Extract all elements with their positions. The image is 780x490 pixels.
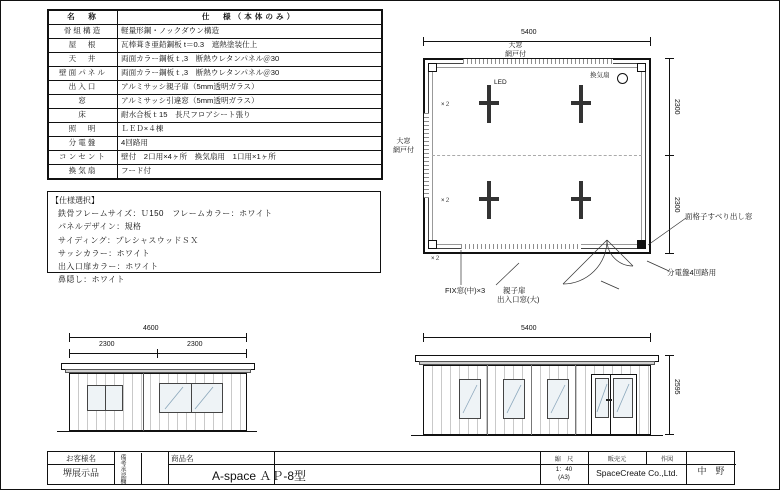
- plan-x2-a: ×２: [441, 102, 451, 108]
- plan-leaders: [401, 13, 731, 303]
- spec-row-name: 窓: [49, 95, 118, 109]
- spec-row-value: 軽量形鋼・ノックダウン構造: [118, 25, 382, 39]
- option-line: 鉄骨フレームサイズ：Ｕ150 フレームカラー：ホワイト: [58, 209, 273, 219]
- spec-row: [49, 151, 382, 165]
- spec-row-name: 壁面パネル: [49, 67, 118, 81]
- plan-x2-b: ×２: [441, 198, 451, 204]
- option-line: サイディング：プレシャスウッドＳＸ: [58, 235, 199, 245]
- options-title: 【仕様選択】: [51, 196, 99, 205]
- elev-left-sub-dim-1: 2300: [99, 341, 115, 348]
- elevation-right: [401, 319, 731, 444]
- spec-row-name: コンセント: [49, 151, 118, 165]
- spec-row: [49, 137, 382, 151]
- vendor-value: SpaceCreate Co.,Ltd.: [596, 468, 678, 478]
- option-line: 出入口扉カラー：ホワイト: [58, 262, 159, 272]
- scale-label: 縮 尺: [554, 456, 574, 463]
- spec-row-name: 床: [49, 109, 118, 123]
- plan-right-dimension-upper: 2300: [673, 99, 680, 115]
- plan-vent-label: 換気扇: [590, 72, 610, 79]
- spec-row-value: アルミサッシ親子扉（5mm透明ガラス）: [118, 81, 382, 95]
- spec-row: [49, 165, 382, 179]
- spec-header-name: 名 称: [49, 11, 118, 25]
- spec-row: [49, 81, 382, 95]
- plan-right-dimension-lower: 2300: [673, 197, 680, 213]
- scale-value: 1：40 (A3): [555, 466, 573, 481]
- plan-panel-board-label: 分電盤4回路用: [667, 268, 717, 277]
- spec-row-value: 瓦棒葺き亜鉛鋼板 t＝0.3 遮熱塗装仕上: [118, 39, 382, 53]
- plan-entrance-label: 出入口窓(大): [497, 295, 540, 304]
- customer-label: お客様名: [66, 454, 96, 463]
- spec-row-name: 天 井: [49, 53, 118, 67]
- spec-row-name: 屋 根: [49, 39, 118, 53]
- spec-row-value: 4回路用: [118, 137, 382, 151]
- elev-right-total-dim: 5400: [521, 325, 537, 332]
- spec-row-name: 骨組構造: [49, 25, 118, 39]
- options-block: [47, 191, 381, 285]
- spec-row: [49, 39, 382, 53]
- spec-row-value: ＬＥＤ×４棟: [118, 123, 382, 137]
- spec-row-name: 換気扇: [49, 165, 118, 179]
- spec-table: [47, 9, 383, 180]
- elev-left-sub-dim-2: 2300: [187, 341, 203, 348]
- author-value: 中 野: [697, 466, 725, 476]
- spec-row-value: 耐水合板ｔ15 長尺フロアシート張り: [118, 109, 382, 123]
- spec-row-name: 照 明: [49, 123, 118, 137]
- plan-led-label: LED: [494, 79, 507, 86]
- spec-row: [49, 53, 382, 67]
- plan-big-window-left-label: 大窓 網戸付: [393, 138, 414, 154]
- plan-view: [393, 13, 753, 304]
- approval-label: 備考承認欄: [119, 454, 125, 484]
- spec-header-row: [49, 11, 382, 25]
- spec-row-name: 分電盤: [49, 137, 118, 151]
- spec-row-value: フード付: [118, 165, 382, 179]
- product-label: 商品名: [171, 454, 194, 463]
- product-value: A-space ＡＰ-8型: [212, 469, 307, 483]
- plan-x2-c: ×２: [431, 256, 441, 262]
- spec-row-value: 両面カラー鋼板ｔ,3 断熱ウレタンパネル＠30: [118, 53, 382, 67]
- spec-row: [49, 25, 382, 39]
- option-line: パネルデザイン：規格: [58, 222, 142, 232]
- vendor-label: 販売元: [607, 456, 627, 463]
- spec-row-value: 壁付 2口用×4ヶ所 換気扇用 1口用×1ヶ所: [118, 151, 382, 165]
- elevation-left: [47, 319, 307, 444]
- author-label: 作図: [660, 456, 674, 463]
- spec-row: [49, 95, 382, 109]
- customer-value: 堺展示品: [62, 468, 99, 478]
- spec-row: [49, 123, 382, 137]
- plan-big-window-top-label: 大窓 網戸付: [505, 42, 526, 58]
- spec-row-value: 両面カラー鋼板ｔ,3 断熱ウレタンパネル＠30: [118, 67, 382, 81]
- title-block: [47, 451, 735, 485]
- spec-row-value: アルミサッシ引違窓（5mm透明ガラス）: [118, 95, 382, 109]
- spec-row-name: 出入口: [49, 81, 118, 95]
- spec-row: [49, 109, 382, 123]
- elev-left-total-dim: 4600: [143, 325, 159, 332]
- plan-parent-child-door-label: 親子扉: [503, 286, 526, 295]
- plan-fix-window-label: FIX窓(中)×3: [445, 286, 486, 295]
- option-line: 鼻隠し：ホワイト: [58, 275, 125, 285]
- plan-top-dimension: 5400: [521, 29, 537, 36]
- spec-header-value: 仕 様（本体のみ）: [118, 11, 382, 25]
- plan-slide-window-label: 面格子すべり出し窓: [685, 212, 753, 221]
- spec-row: [49, 67, 382, 81]
- option-line: サッシカラー：ホワイト: [58, 248, 150, 258]
- elev-right-height-dim: 2595: [673, 379, 680, 395]
